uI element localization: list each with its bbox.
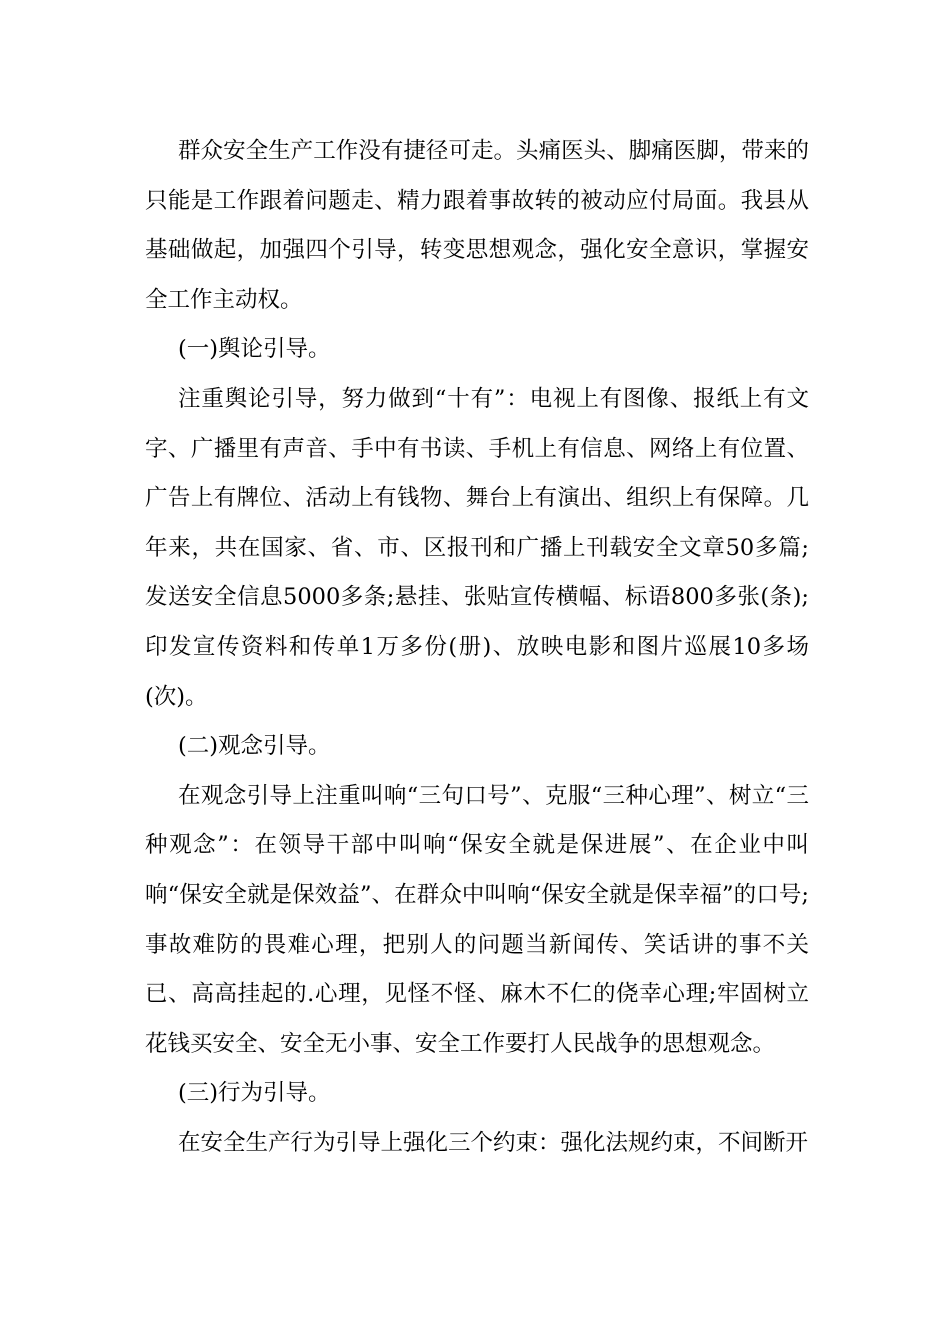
section-heading-3: (三)行为引导。 — [178, 1080, 331, 1107]
section-heading-1: (一)舆论引导。 — [178, 336, 331, 363]
section-heading-2: (二)观念引导。 — [178, 733, 331, 760]
paragraph-intro: 群众安全生产工作没有捷径可走。头痛医头、脚痛医脚，带来的只能是工作跟着问题走、精力跟着事故转的被动应付局面。我县从基础做起，加强四个引导，转变思想观念，强化安全意识，掌握安全工作主动权。 — [145, 138, 809, 313]
document-body — [145, 127, 809, 1168]
paragraph-public-opinion: 注重舆论引导，努力做到“十有”：电视上有图像、报纸上有文字、广播里有声音、手中有书读、手机上有信息、网络上有位置、广告上有牌位、活动上有钱物、舞台上有演出、组织上有保障。几年来，共在国家、省、市、区报刊和广播上刊载安全文章50多篇;发送安全信息5000多条;悬挂、张贴宣传横幅、标语800多张(条);印发宣传资料和传单1万多份(册)、放映电影和图片巡展10多场(次)。 — [145, 385, 809, 710]
paragraph-concept: 在观念引导上注重叫响“三句口号”、克服“三种心理”、树立“三种观念”：在领导干部中叫响“保安全就是保进展”、在企业中叫响“保安全就是保效益”、在群众中叫响“保安全就是保幸福”的口号;事故难防的畏难心理，把别人的问题当新闻传、笑话讲的事不关已、高高挂起的.心理，见怪不怪、麻木不仁的侥幸心理;牢固树立花钱买安全、安全无小事、安全工作要打人民战争的思想观念。 — [145, 782, 809, 1057]
paragraph-behavior: 在安全生产行为引导上强化三个约束：强化法规约束，不间断开 — [178, 1129, 809, 1156]
